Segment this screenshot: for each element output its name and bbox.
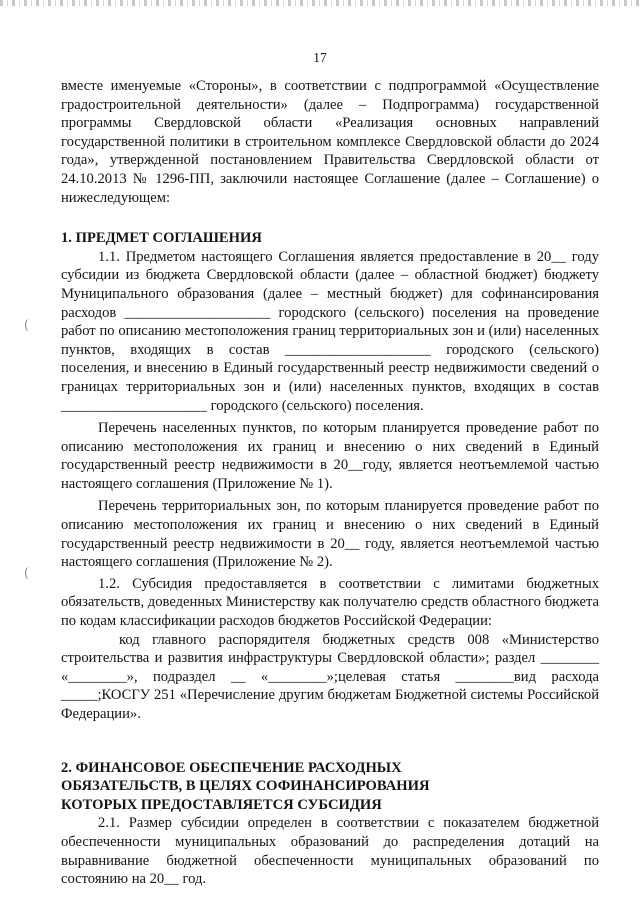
section-2-title-line-1: 2. ФИНАНСОВОЕ ОБЕСПЕЧЕНИЕ РАСХОДНЫХ <box>61 759 402 776</box>
section-1-paragraph-4: 1.2. Субсидия предоставляется в соответствии с лимитами бюджетных обязательств, доведенных Министерству как получателю средств областного бюджета по кодам классификации расходов бюджетов Российской Федерации: <box>61 575 599 630</box>
margin-punch-mark: ( <box>24 566 29 580</box>
section-1-paragraph-5: код главного распорядителя бюджетных средств 008 «Министерство строительства и развития инфраструктуры Свердловской области»; раздел ________ «________», подраздел __ «________»;целевая статья ________вид расхода _____;КОСГУ 251 «Перечисление другим бюджетам Бюджетной системы Российской Федерации». <box>61 631 599 722</box>
intro-paragraph: вместе именуемые «Стороны», в соответствии с подпрограммой «Осуществление градостроительной деятельности» (далее – Подпрограмма) государственной программы Свердловской области «Реализация основных направлений государственной политики в строительном комплексе Свердловской области до 2024 года», утвержденной постановлением Правительства Свердловской области от 24.10.2013 № 1296-ПП, заключили настоящее Соглашение (далее – Соглашение) о нижеследующем: <box>61 78 599 206</box>
section-1-paragraph-1: 1.1. Предметом настоящего Соглашения является предоставление в 20__ году субсидии из бюджета Свердловской области (далее – областной бюджет) бюджету Муниципального образования (далее – местный бюджет) для софинансирования расходов ____________________ городского (сельского) поселения на проведение работ по описанию местоположения границ территориальных зон и (или) населенных пунктов, входящих в состав ____________________ городского (сельского) поселения, и внесению в Единый государственный реестр недвижимости сведений о границах территориальных зон и (или) населенных пунктов, входящих в состав ____________________ городского (сельского) поселения. <box>61 248 599 414</box>
scan-top-edge <box>0 0 640 6</box>
document-body <box>61 77 599 889</box>
section-2-paragraph-1: 2.1. Размер субсидии определен в соответствии с показателем бюджетной обеспеченности муниципальных образований до распределения дотаций на выравнивание бюджетной обеспеченности муниципальных образований по состоянию на 20__ год. <box>61 815 599 888</box>
section-1-paragraph-3: Перечень территориальных зон, по которым планируется проведение работ по описанию местоположения их границ и внесению о них сведений в Единый государственный реестр недвижимости в 20__ году, является неотъемлемой частью настоящего соглашения (Приложение № 2). <box>61 498 599 571</box>
page-number: 17 <box>313 50 327 65</box>
section-2-title-line-3: КОТОРЫХ ПРЕДОСТАВЛЯЕТСЯ СУБСИДИЯ <box>61 796 382 813</box>
section-1-title: 1. ПРЕДМЕТ СОГЛАШЕНИЯ <box>61 230 262 247</box>
section-2-title-line-2: ОБЯЗАТЕЛЬСТВ, В ЦЕЛЯХ СОФИНАНСИРОВАНИЯ <box>61 778 430 795</box>
margin-punch-mark: ( <box>24 318 29 332</box>
section-1-paragraph-2: Перечень населенных пунктов, по которым планируется проведение работ по описанию местоположения их границ и внесению о них сведений в Единый государственный реестр недвижимости в 20__году, является неотъемлемой частью настоящего соглашения (Приложение № 1). <box>61 420 599 492</box>
